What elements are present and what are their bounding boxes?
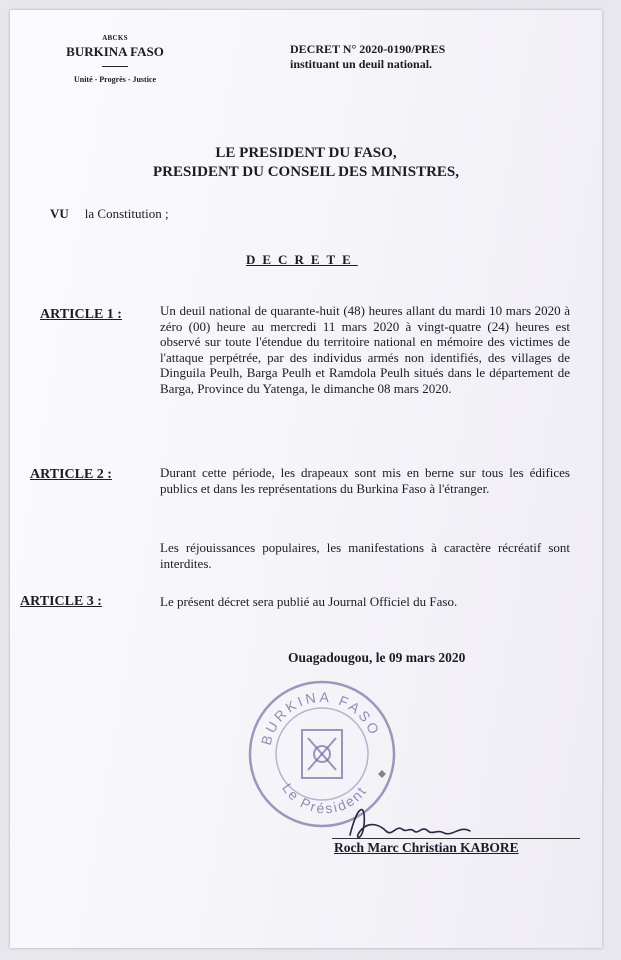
national-motto: Unité - Progrès - Justice	[73, 75, 157, 84]
article-3-text: Le présent décret sera publié au Journal Officiel du Faso.	[160, 594, 458, 609]
article-2-text: Durant cette période, les drapeaux sont mis en berne sur tous les édifices publics et dans les représentations du Burkina Faso à l'étranger.	[160, 465, 570, 496]
president-title-line2: PRESIDENT DU CONSEIL DES MINISTRES,	[152, 164, 460, 180]
seal-top-text: BURKINA FASO	[257, 688, 384, 747]
article-1-label: ARTICLE 1 :	[40, 307, 122, 322]
country-name: BURKINA FASO	[66, 44, 164, 59]
signer-name: Roch Marc Christian KABORE	[334, 840, 519, 855]
letterhead-small-text: ABCKS	[102, 34, 128, 42]
article-2-label: ARTICLE 2 :	[30, 467, 112, 482]
decree-number: DECRET N° 2020-0190/PRES	[290, 42, 446, 56]
place-and-date: Ouagadougou, le 09 mars 2020	[288, 650, 466, 665]
decree-reference	[290, 42, 590, 72]
decrete-heading: DECRETE	[246, 252, 358, 267]
visa-line	[50, 206, 169, 222]
letterhead	[50, 34, 180, 84]
visa-label: VU	[50, 206, 69, 221]
visa-text: la Constitution ;	[84, 206, 169, 221]
article-2-text-second: Les réjouissances populaires, les manifestations à caractère récréatif sont interdites.	[160, 540, 570, 571]
article-3-label: ARTICLE 3 :	[20, 594, 102, 609]
decree-page	[10, 10, 602, 948]
signature-line	[332, 838, 580, 839]
decree-subject: instituant un deuil national.	[290, 57, 433, 71]
seal-bottom-text: Le Président	[279, 780, 371, 817]
president-title-line1: LE PRESIDENT DU FASO,	[215, 145, 397, 161]
president-title	[10, 144, 602, 182]
article-1-text: Un deuil national de quarante-huit (48) heures allant du mardi 10 mars 2020 à zéro (00) heure au mercredi 11 mars 2020 à vingt-quatre (24) heures est observé sur toute l'étendue du territoire national en mémoire des victimes de l'attaque perpétrée, par des individus armés non identifiés, des villages de Dinguila Peulh, Barga Peulh et Ramdola Peulh situés dans le département de Barga, Province du Yatenga, le dimanche 08 mars 2020.	[160, 303, 570, 396]
letterhead-divider	[102, 66, 128, 67]
